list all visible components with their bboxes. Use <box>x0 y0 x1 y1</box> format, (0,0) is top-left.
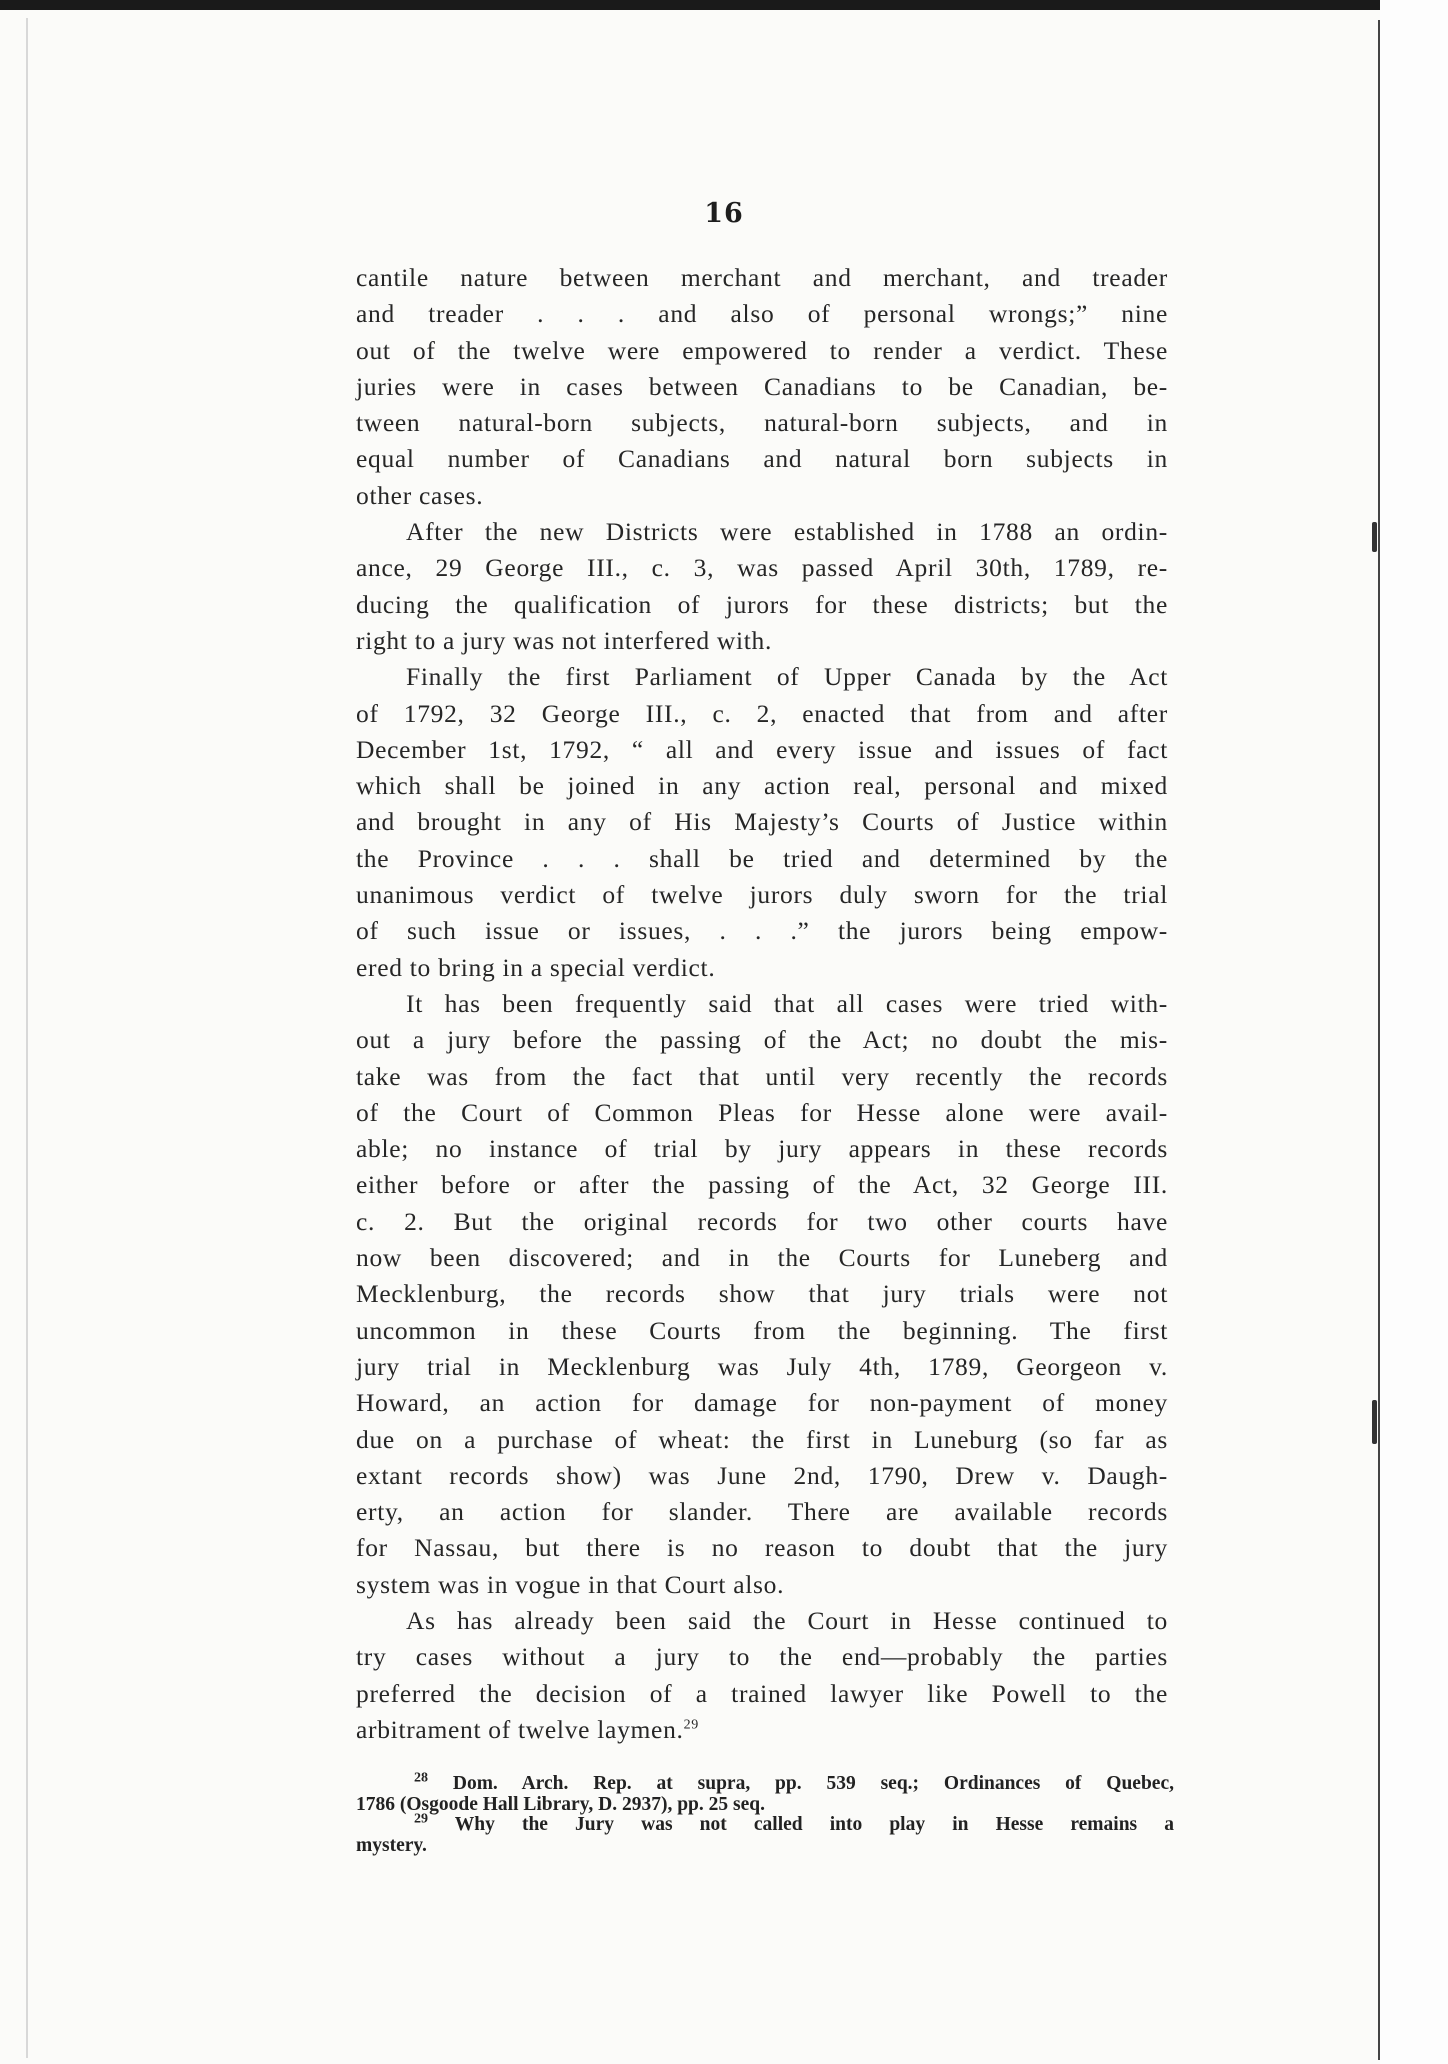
body-line-text: preferred the decision of a trained lawyer like Powell to the <box>356 1678 1168 1708</box>
body-line <box>356 1276 1168 1312</box>
body-line-text: which shall be joined in any action real, personal and mixed <box>356 771 1168 801</box>
body-line <box>356 659 1168 695</box>
footnote-line <box>356 1795 1174 1816</box>
body-line <box>356 986 1168 1022</box>
body-line <box>356 913 1168 949</box>
body-line <box>356 1349 1168 1385</box>
body-line <box>356 1240 1168 1276</box>
footnote-line <box>356 1836 1174 1857</box>
footnote-text: 1786 (Osgoode Hall Library, D. 2937), pp. 25 seq. <box>356 1793 765 1815</box>
footnotes <box>356 1770 1174 1856</box>
body-line <box>356 1603 1168 1639</box>
body-line-text: As has already been said the Court in Hesse continued to <box>406 1605 1168 1635</box>
body-line-text: out a jury before the passing of the Act; no doubt the mis- <box>356 1025 1168 1055</box>
body-line <box>356 333 1168 369</box>
footnote-marker: 28 <box>414 1770 428 1786</box>
body-line-text: now been discovered; and in the Courts for Luneberg and <box>356 1243 1168 1273</box>
body-line-text: of 1792, 32 George III., c. 2, enacted that from and after <box>356 698 1168 728</box>
footnote-marker: 29 <box>414 1811 428 1827</box>
body-line-text: Mecklenburg, the records show that jury trials were not <box>356 1279 1168 1309</box>
body-line-text: uncommon in these Courts from the beginning. The first <box>356 1315 1168 1345</box>
body-text <box>356 260 1168 1748</box>
body-line <box>356 623 1168 659</box>
body-line-text: able; no instance of trial by jury appears in these records <box>356 1134 1168 1164</box>
body-line-text: December 1st, 1792, “ all and every issue and issues of fact <box>356 734 1168 764</box>
body-line-text: Finally the first Parliament of Upper Canada by the Act <box>406 662 1168 692</box>
footnote-reference: 29 <box>683 1717 700 1733</box>
body-line-text: other cases. <box>356 480 484 510</box>
body-line <box>356 1204 1168 1240</box>
body-line-text: system was in vogue in that Court also. <box>356 1569 785 1599</box>
page-left-edge <box>26 18 28 2058</box>
body-line <box>356 369 1168 405</box>
body-line <box>356 1022 1168 1058</box>
body-line <box>356 696 1168 732</box>
body-line <box>356 260 1168 296</box>
body-line <box>356 296 1168 332</box>
body-line-text: for Nassau, but there is no reason to doubt that the jury <box>356 1533 1168 1563</box>
body-line <box>356 1494 1168 1530</box>
body-line <box>356 1676 1168 1712</box>
body-line <box>356 1712 1168 1748</box>
body-line-text: either before or after the passing of the Act, 32 George III. <box>356 1170 1168 1200</box>
body-line <box>356 1385 1168 1421</box>
body-line <box>356 405 1168 441</box>
body-line-text: juries were in cases between Canadians to be Canadian, be- <box>356 371 1168 401</box>
footnote-text: Dom. Arch. Rep. at supra, pp. 539 seq.; Ordinances of Quebec, <box>428 1773 1174 1794</box>
body-line <box>356 1167 1168 1203</box>
footnote-text: mystery. <box>356 1834 427 1856</box>
body-line <box>356 1095 1168 1131</box>
body-line-text: equal number of Canadians and natural born subjects in <box>356 444 1168 474</box>
body-line <box>356 1131 1168 1167</box>
body-line-text: and treader . . . and also of personal wrongs;” nine <box>356 299 1168 329</box>
body-line <box>356 1422 1168 1458</box>
body-line <box>356 732 1168 768</box>
body-line-text: It has been frequently said that all cases were tried with- <box>406 988 1168 1018</box>
body-line-text: After the new Districts were established in 1788 an ordin- <box>406 517 1168 547</box>
body-line-text: tween natural-born subjects, natural-born subjects, and in <box>356 408 1168 438</box>
body-line <box>356 1458 1168 1494</box>
body-line <box>356 1059 1168 1095</box>
footnote-line <box>356 1770 1174 1795</box>
body-line-text: ered to bring in a special verdict. <box>356 952 716 982</box>
body-line-text: arbitrament of twelve laymen. <box>356 1714 684 1744</box>
body-line-text: extant records show) was June 2nd, 1790, Drew v. Daugh- <box>356 1460 1168 1490</box>
body-line-text: out of the twelve were empowered to render a verdict. These <box>356 335 1168 365</box>
body-line-text: of such issue or issues, . . .” the jurors being empow- <box>356 916 1168 946</box>
page-number: 16 <box>704 198 744 229</box>
binding-edge-line <box>1378 20 1380 2060</box>
body-line-text: due on a purchase of wheat: the first in Luneburg (so far as <box>356 1424 1168 1454</box>
body-line-text: take was from the fact that until very recently the records <box>356 1061 1168 1091</box>
body-line <box>356 1639 1168 1675</box>
body-line-text: cantile nature between merchant and merchant, and treader <box>356 263 1168 292</box>
body-line <box>356 768 1168 804</box>
body-line <box>356 1313 1168 1349</box>
body-line-text: ducing the qualification of jurors for these districts; but the <box>356 589 1168 619</box>
body-line <box>356 441 1168 477</box>
body-line <box>356 1530 1168 1566</box>
binding-mark <box>1372 1400 1377 1444</box>
body-line-text: right to a jury was not interfered with. <box>356 625 773 655</box>
body-line-text: the Province . . . shall be tried and determined by the <box>356 843 1168 873</box>
right-margin <box>1380 0 1448 2064</box>
body-line <box>356 1567 1168 1603</box>
binding-mark <box>1372 522 1377 552</box>
body-line <box>356 804 1168 840</box>
body-line <box>356 950 1168 986</box>
scan-top-border <box>0 0 1448 10</box>
body-line-text: ance, 29 George III., c. 3, was passed April 30th, 1789, re- <box>356 553 1168 583</box>
body-line <box>356 587 1168 623</box>
body-line-text: Howard, an action for damage for non-payment of money <box>356 1388 1168 1418</box>
body-line <box>356 550 1168 586</box>
body-line <box>356 877 1168 913</box>
body-line-text: c. 2. But the original records for two other courts have <box>356 1206 1168 1236</box>
body-line-text: try cases without a jury to the end—probably the parties <box>356 1642 1168 1672</box>
footnote-text: Why the Jury was not called into play in Hesse remains a <box>428 1814 1174 1835</box>
body-line-text: unanimous verdict of twelve jurors duly sworn for the trial <box>356 880 1168 910</box>
body-line-text: of the Court of Common Pleas for Hesse alone were avail- <box>356 1097 1168 1127</box>
footnote-line <box>356 1811 1174 1836</box>
body-line <box>356 478 1168 514</box>
body-line-text: jury trial in Mecklenburg was July 4th, 1789, Georgeon v. <box>356 1351 1168 1381</box>
body-line-text: erty, an action for slander. There are available records <box>356 1497 1168 1527</box>
body-line <box>356 514 1168 550</box>
body-line-text: and brought in any of His Majesty’s Courts of Justice within <box>356 807 1168 837</box>
body-line <box>356 841 1168 877</box>
